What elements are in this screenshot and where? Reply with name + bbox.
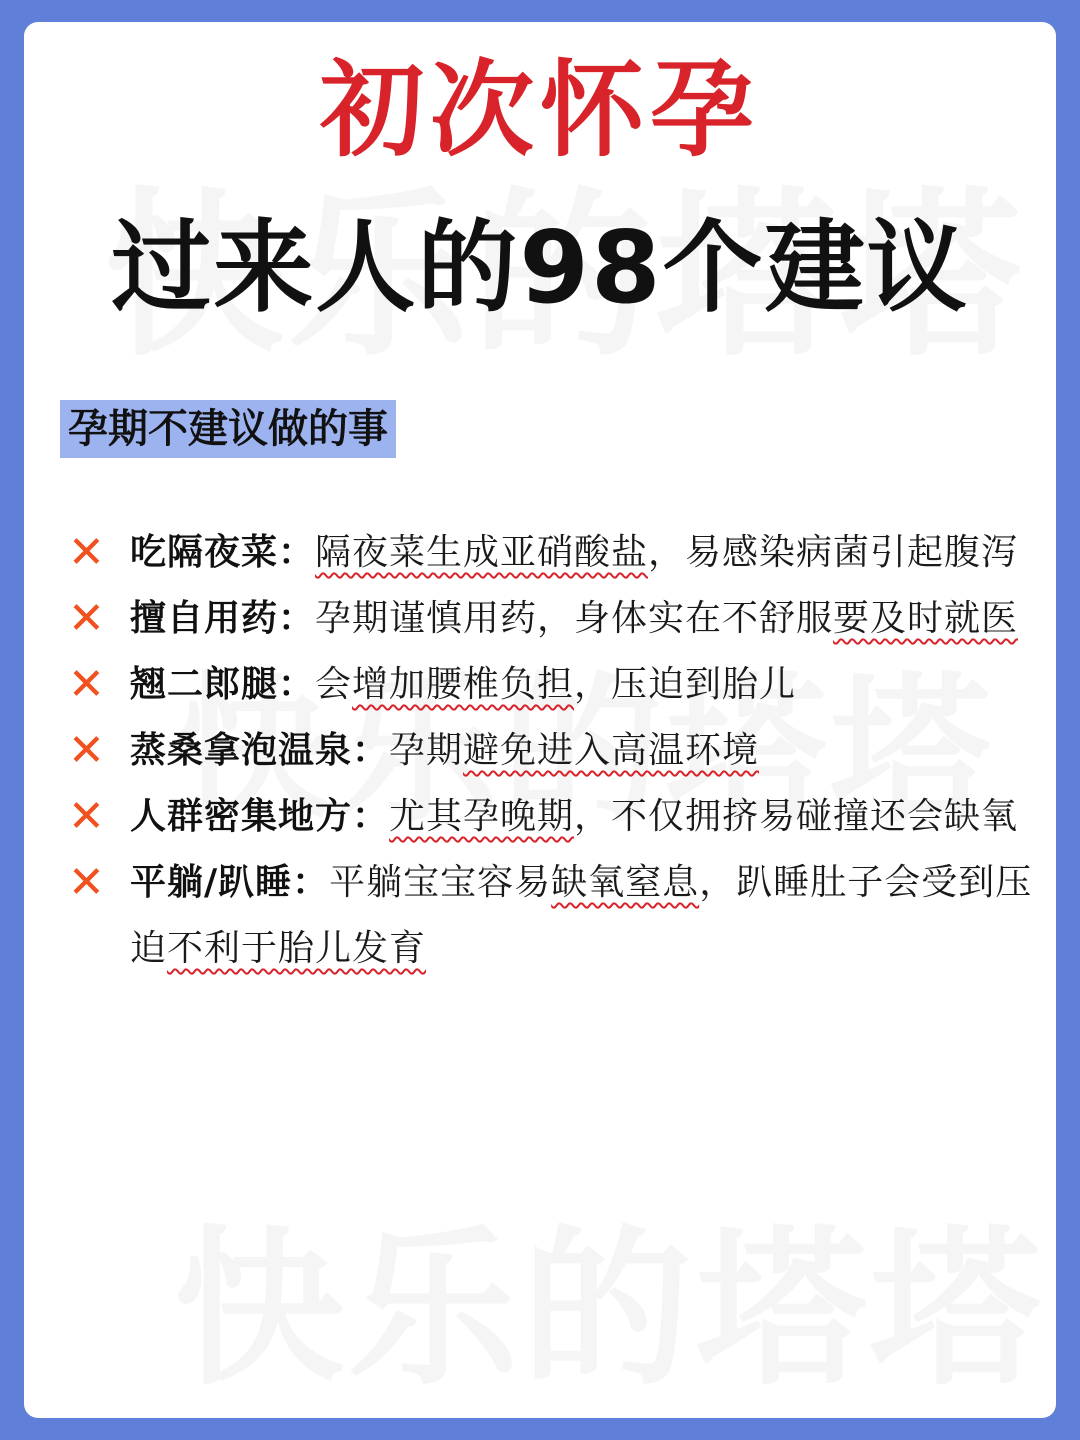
item-highlight: 尤其孕晚期: [389, 796, 575, 837]
item-text: 孕期: [389, 730, 464, 771]
item-text: ，不仅拥挤易碰撞还会缺氧: [574, 796, 1019, 837]
cross-icon: ✕: [68, 791, 106, 842]
item-text: 孕期谨慎用药，身体实在不舒服: [315, 598, 834, 639]
item-text: ，趴睡肚子会受到压迫: [130, 862, 1033, 969]
item-text: ，压迫到胎儿: [574, 664, 797, 705]
cross-icon: ✕: [68, 725, 106, 776]
item-highlight: 缺氧窒息: [551, 862, 700, 903]
item-highlight: 增加腰椎负担: [352, 664, 575, 705]
item-keyword: 蒸桑拿泡温泉：: [130, 730, 390, 771]
title-line-1: 初次怀孕: [319, 49, 760, 171]
item-keyword: 擅自用药：: [130, 598, 316, 639]
list-item: [64, 850, 1034, 982]
cross-icon: ✕: [68, 593, 106, 644]
cross-icon: ✕: [68, 527, 106, 578]
cross-icon: ✕: [68, 659, 106, 710]
item-highlight: 不利于胎儿发育: [167, 928, 427, 969]
list-item: [64, 784, 1034, 850]
item-text: ，易感染病菌引起腹泻: [648, 532, 1019, 573]
section-tag: 孕期不建议做的事: [60, 400, 396, 458]
item-highlight: 避免进入高温环境: [463, 730, 760, 771]
item-keyword: 吃隔夜菜：: [130, 532, 316, 573]
content-card: [24, 22, 1056, 1418]
cross-icon: ✕: [68, 857, 106, 908]
item-text: 会: [315, 664, 353, 705]
advice-list: [64, 520, 1034, 982]
list-item: [64, 652, 1034, 718]
title-line-2: 过来人的98个建议: [111, 209, 969, 326]
item-keyword: 平躺/趴睡：: [130, 862, 330, 903]
list-item: [64, 586, 1034, 652]
watermark: [174, 1172, 1044, 1417]
item-highlight: 隔夜菜生成亚硝酸盐: [315, 532, 649, 573]
item-text: 平躺宝宝容易: [329, 862, 552, 903]
item-keyword: 人群密集地方：: [130, 796, 390, 837]
list-item: [64, 520, 1034, 586]
list-item: [64, 718, 1034, 784]
item-keyword: 翘二郎腿：: [130, 664, 316, 705]
item-highlight: 要及时就医: [833, 598, 1019, 639]
